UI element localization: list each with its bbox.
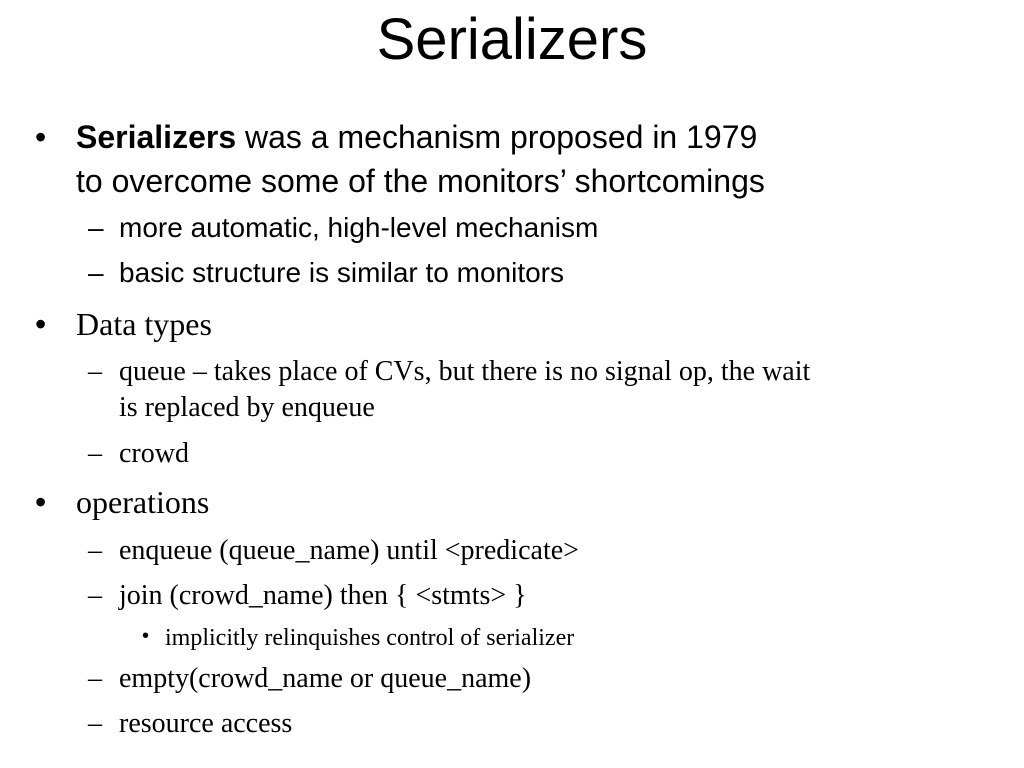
- dash-marker: –: [88, 663, 102, 694]
- dash-marker: –: [88, 438, 102, 469]
- dash-marker: –: [88, 535, 102, 566]
- sub-bullet-text: more automatic, high-level mechanism: [119, 212, 599, 243]
- sub-bullet-text: crowd: [119, 438, 189, 469]
- dash-marker: –: [88, 212, 104, 243]
- dash-marker: –: [88, 257, 104, 288]
- dash-marker: –: [88, 356, 102, 387]
- dash-marker: –: [88, 580, 102, 611]
- bullet-text: operations: [76, 484, 210, 520]
- sub-sub-bullet-text: implicitly relinquishes control of serializer: [165, 625, 575, 651]
- sub-bullet-text: join (crowd_name) then { <stmts> }: [119, 580, 527, 611]
- sub-bullet-text: basic structure is similar to monitors: [119, 257, 565, 288]
- sub-bullet-text: empty(crowd_name or queue_name): [119, 663, 532, 694]
- bullet-text-line2: to overcome some of the monitors’ shortcomings: [76, 163, 765, 199]
- bullet-text-rest: was a mechanism proposed in 1979: [236, 119, 758, 155]
- dash-marker: –: [88, 708, 102, 739]
- bullet-marker: •: [35, 306, 47, 342]
- bullet-marker: •: [35, 119, 47, 155]
- sub-bullet-text: resource access: [119, 708, 293, 739]
- bullet-text: [76, 115, 757, 159]
- bold-lead: Serializers: [76, 119, 237, 155]
- sub-bullet-text-line2: is replaced by enqueue: [119, 392, 375, 423]
- bullet-text: Data types: [76, 306, 212, 342]
- slide-title: Serializers: [376, 7, 648, 72]
- bullet-marker: •: [142, 625, 150, 647]
- sub-bullet-text: enqueue (queue_name) until <predicate>: [119, 535, 579, 566]
- bullet-marker: •: [35, 484, 47, 520]
- sub-bullet-text: queue – takes place of CVs, but there is no signal op, the wait: [119, 356, 811, 387]
